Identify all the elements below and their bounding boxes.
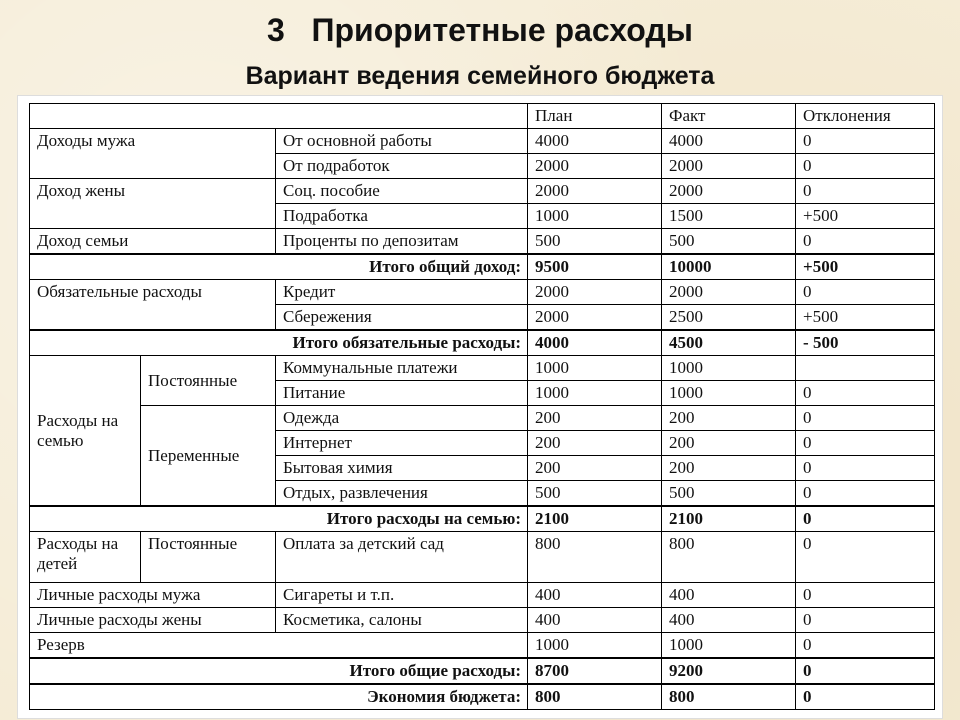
column-header-fact: Факт [662,104,796,129]
page-subtitle: Вариант ведения семейного бюджета [245,62,715,90]
cell-plan: 1000 [528,633,662,659]
cell-deviation: 0 [796,658,935,684]
cell-deviation: 0 [796,129,935,154]
cell-plan: 8700 [528,658,662,684]
cell-deviation: 0 [796,532,935,583]
total-label: Итого расходы на семью: [30,506,528,532]
cell-fact: 2100 [662,506,796,532]
row-category-husband-income: Доходы мужа [30,129,276,179]
row-subcategory-constant: Постоянные [141,356,276,406]
column-header-deviation: Отклонения [796,104,935,129]
table-row [30,583,935,608]
row-item-label: Сбережения [276,305,528,331]
cell-fact: 2000 [662,179,796,204]
table-row [30,633,935,659]
total-label: Итого обязательные расходы: [30,330,528,356]
cell-fact: 2500 [662,305,796,331]
table-row [30,229,935,255]
cell-fact: 2000 [662,280,796,305]
column-header-plan: План [528,104,662,129]
cell-plan: 500 [528,229,662,255]
row-category-family-income: Доход семьи [30,229,276,255]
cell-plan: 200 [528,456,662,481]
section-number: 3 [267,12,285,48]
row-item-label: Косметика, салоны [276,608,528,633]
cell-plan: 400 [528,608,662,633]
cell-plan: 4000 [528,330,662,356]
cell-fact: 400 [662,583,796,608]
total-label: Итого общие расходы: [30,658,528,684]
row-item-label: Питание [276,381,528,406]
cell-deviation: +500 [796,204,935,229]
row-category-mandatory: Обязательные расходы [30,280,276,331]
total-row-income [30,254,935,280]
budget-table [29,103,935,710]
cell-deviation [796,356,935,381]
cell-plan: 9500 [528,254,662,280]
cell-plan: 500 [528,481,662,507]
cell-fact: 400 [662,608,796,633]
cell-plan: 2000 [528,154,662,179]
cell-plan: 1000 [528,356,662,381]
cell-fact: 1000 [662,381,796,406]
cell-plan: 800 [528,532,662,583]
row-item-label: Кредит [276,280,528,305]
table-row [30,608,935,633]
cell-fact: 500 [662,229,796,255]
cell-plan: 800 [528,684,662,710]
row-category-children: Расходы на детей [30,532,141,583]
row-item-label: Оплата за детский сад [276,532,528,583]
cell-deviation: +500 [796,305,935,331]
cell-deviation: 0 [796,381,935,406]
row-item-label: Бытовая химия [276,456,528,481]
cell-fact: 4000 [662,129,796,154]
cell-fact: 10000 [662,254,796,280]
cell-fact: 4500 [662,330,796,356]
cell-deviation: 0 [796,154,935,179]
cell-fact: 200 [662,406,796,431]
row-item-label: Коммунальные платежи [276,356,528,381]
total-label: Экономия бюджета: [30,684,528,710]
cell-deviation: 0 [796,280,935,305]
row-item-label: Интернет [276,431,528,456]
cell-deviation: 0 [796,633,935,659]
section-title: Приоритетные расходы [311,12,693,48]
table-row [30,406,935,431]
cell-plan: 2000 [528,280,662,305]
cell-fact: 200 [662,456,796,481]
cell-deviation: 0 [796,456,935,481]
row-category-personal-wife: Личные расходы жены [30,608,276,633]
cell-deviation: 0 [796,179,935,204]
table-row [30,280,935,305]
row-item-label: От основной работы [276,129,528,154]
cell-fact: 2000 [662,154,796,179]
budget-sheet [18,96,942,718]
cell-fact: 1000 [662,633,796,659]
row-category-wife-income: Доход жены [30,179,276,229]
total-row-family-expenses [30,506,935,532]
cell-deviation: 0 [796,684,935,710]
cell-fact: 500 [662,481,796,507]
row-subcategory-constant: Постоянные [141,532,276,583]
cell-plan: 400 [528,583,662,608]
cell-deviation: - 500 [796,330,935,356]
cell-deviation: 0 [796,229,935,255]
table-header-row [30,104,935,129]
table-row [30,356,935,381]
row-subcategory-variable: Переменные [141,406,276,507]
row-category-reserve: Резерв [30,633,528,659]
cell-fact: 9200 [662,658,796,684]
row-item-label: Отдых, развлечения [276,481,528,507]
total-label: Итого общий доход: [30,254,528,280]
total-row-expenses [30,658,935,684]
cell-fact: 1500 [662,204,796,229]
table-row [30,129,935,154]
cell-fact: 200 [662,431,796,456]
cell-deviation: 0 [796,431,935,456]
total-row-mandatory [30,330,935,356]
cell-fact: 1000 [662,356,796,381]
row-item-label: От подработок [276,154,528,179]
cell-deviation: 0 [796,481,935,507]
total-row-economy [30,684,935,710]
cell-plan: 2000 [528,305,662,331]
cell-plan: 1000 [528,204,662,229]
cell-deviation: +500 [796,254,935,280]
cell-plan: 4000 [528,129,662,154]
row-category-personal-husband: Личные расходы мужа [30,583,276,608]
header-empty-cell [30,104,528,129]
page-title [0,12,960,49]
row-item-label: Проценты по депозитам [276,229,528,255]
cell-fact: 800 [662,532,796,583]
cell-deviation: 0 [796,406,935,431]
cell-plan: 200 [528,431,662,456]
row-category-family-expenses: Расходы на семью [30,356,141,507]
row-item-label: Соц. пособие [276,179,528,204]
row-item-label: Одежда [276,406,528,431]
cell-plan: 1000 [528,381,662,406]
cell-plan: 2100 [528,506,662,532]
cell-deviation: 0 [796,583,935,608]
row-item-label: Подработка [276,204,528,229]
cell-deviation: 0 [796,608,935,633]
cell-deviation: 0 [796,506,935,532]
table-row [30,532,935,583]
cell-fact: 800 [662,684,796,710]
table-row [30,179,935,204]
cell-plan: 2000 [528,179,662,204]
cell-plan: 200 [528,406,662,431]
row-item-label: Сигареты и т.п. [276,583,528,608]
